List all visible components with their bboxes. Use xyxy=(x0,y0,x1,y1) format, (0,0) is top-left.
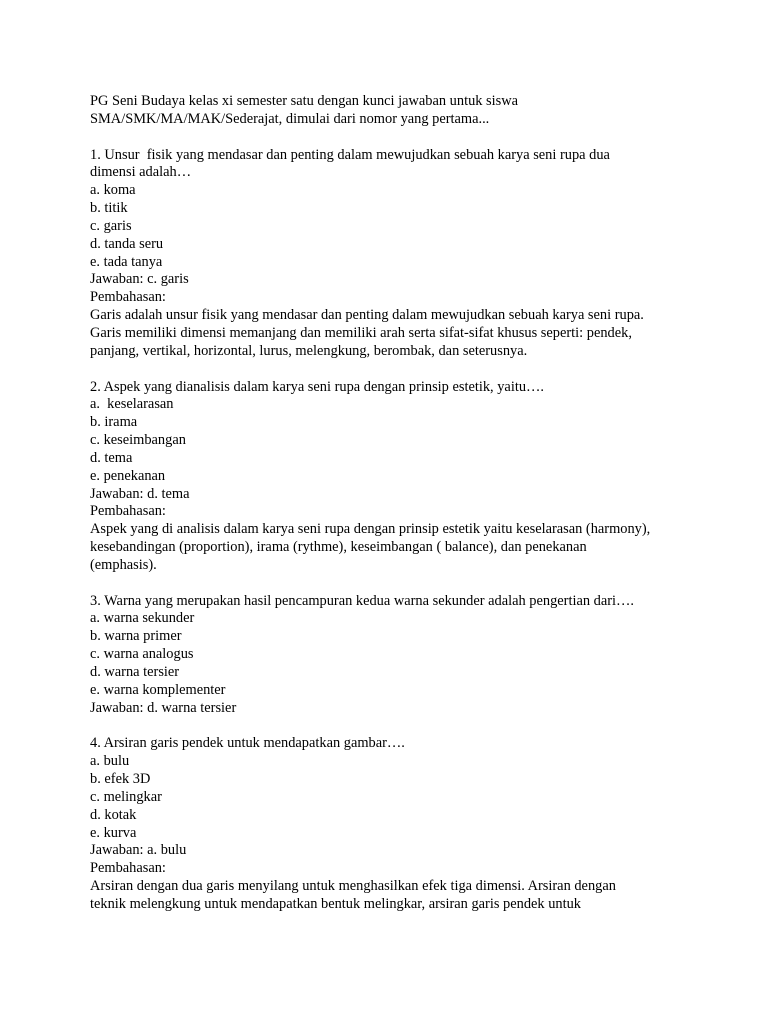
q3-option-b: b. warna primer xyxy=(90,628,182,645)
intro-line-2: SMA/SMK/MA/MAK/Sederajat, dimulai dari nomor yang pertama... xyxy=(90,110,490,127)
q2-explanation-label: Pembahasan: xyxy=(90,503,166,520)
q1-explanation-label: Pembahasan: xyxy=(90,289,166,306)
spacer xyxy=(90,575,690,593)
q2-explanation-line-1: Aspek yang di analisis dalam karya seni rupa dengan prinsip estetik yaitu keselarasan (harmony), xyxy=(90,521,651,538)
q4-answer: Jawaban: a. bulu xyxy=(90,842,187,859)
q4-option-e: e. kurva xyxy=(90,824,137,841)
q1-option-b: b. titik xyxy=(90,200,128,217)
q4-explanation-line-1: Arsiran dengan dua garis menyilang untuk menghasilkan efek tiga dimensi. Arsiran dengan xyxy=(90,878,616,895)
q4-option-d: d. kotak xyxy=(90,806,137,823)
q4-question-line-1: 4. Arsiran garis pendek untuk mendapatkan gambar…. xyxy=(90,735,405,752)
q1-option-c: c. garis xyxy=(90,217,132,234)
q3-question-line-1: 3. Warna yang merupakan hasil pencampuran kedua warna sekunder adalah pengertian dari…. xyxy=(90,592,634,609)
intro-line-1: PG Seni Budaya kelas xi semester satu dengan kunci jawaban untuk siswa xyxy=(90,93,519,109)
q1-explanation-line-2: Garis memiliki dimensi memanjang dan memiliki arah serta sifat-sifat khusus seperti: pendek, xyxy=(90,324,632,341)
q3-answer: Jawaban: d. warna tersier xyxy=(90,699,237,716)
q2-option-d: d. tema xyxy=(90,449,133,466)
q4-option-b: b. efek 3D xyxy=(90,771,151,788)
q1-question-line-1: 1. Unsur fisik yang mendasar dan penting dalam mewujudkan sebuah karya seni rupa dua xyxy=(90,146,610,163)
document-page xyxy=(90,93,690,914)
q2-option-a: a. keselarasan xyxy=(90,396,174,413)
q2-question-line-1: 2. Aspek yang dianalisis dalam karya seni rupa dengan prinsip estetik, yaitu…. xyxy=(90,378,545,395)
spacer xyxy=(90,361,690,379)
q3-option-d: d. warna tersier xyxy=(90,664,180,680)
q1-option-e: e. tada tanya xyxy=(90,253,163,270)
q3-option-a: a. warna sekunder xyxy=(90,610,195,627)
q4-explanation-line-2: teknik melengkung untuk mendapatkan bentuk melingkar, arsiran garis pendek untuk xyxy=(90,895,581,912)
q3-option-e: e. warna komplementer xyxy=(90,681,226,698)
q4-explanation-label: Pembahasan: xyxy=(90,860,166,877)
q4-option-c: c. melingkar xyxy=(90,788,162,805)
q1-option-a: a. koma xyxy=(90,182,136,199)
q1-explanation-line-3: panjang, vertikal, horizontal, lurus, melengkung, berombak, dan seterusnya. xyxy=(90,342,528,359)
q1-answer: Jawaban: c. garis xyxy=(90,271,189,288)
q1-question-line-2: dimensi adalah… xyxy=(90,164,192,181)
q4-option-a: a. bulu xyxy=(90,753,130,770)
q2-option-c: c. keseimbangan xyxy=(90,432,186,449)
q2-explanation-line-3: (emphasis). xyxy=(90,556,157,573)
q3-option-c: c. warna analogus xyxy=(90,646,194,663)
q2-answer: Jawaban: d. tema xyxy=(90,485,190,502)
q1-explanation-line-1: Garis adalah unsur fisik yang mendasar dan penting dalam mewujudkan sebuah karya seni rupa. xyxy=(90,307,644,324)
spacer xyxy=(90,129,690,147)
q1-option-d: d. tanda seru xyxy=(90,235,164,252)
q2-option-b: b. irama xyxy=(90,414,138,431)
q2-explanation-line-2: kesebandingan (proportion), irama (rythme), keseimbangan ( balance), dan penekanan xyxy=(90,539,587,556)
q2-option-e: e. penekanan xyxy=(90,467,166,484)
spacer xyxy=(90,718,690,736)
